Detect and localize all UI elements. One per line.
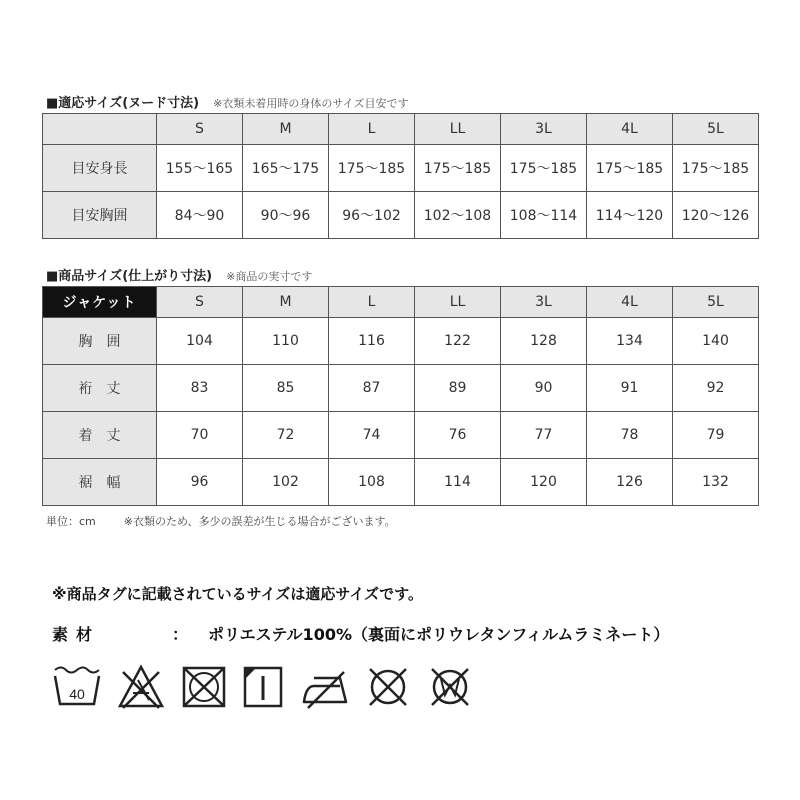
table-cell: 126 xyxy=(587,459,673,506)
table-cell: 90～96 xyxy=(243,192,329,239)
product-size-header-row xyxy=(43,287,759,318)
no-wet-clean-icon xyxy=(426,664,474,710)
row-label: 目安胸囲 xyxy=(43,192,157,239)
table-row xyxy=(43,412,759,459)
table-cell: 175～185 xyxy=(415,145,501,192)
table-row xyxy=(43,459,759,506)
table-cell: 114 xyxy=(415,459,501,506)
table-cell: 87 xyxy=(329,365,415,412)
table-cell: 108 xyxy=(329,459,415,506)
table-cell: 175～185 xyxy=(587,145,673,192)
product-size-title-text: ■商品サイズ(仕上がり寸法) xyxy=(46,269,213,284)
size-header-cell: M xyxy=(243,114,329,145)
table-cell: 78 xyxy=(587,412,673,459)
table-cell: 175～185 xyxy=(329,145,415,192)
wash-temperature: 40 xyxy=(69,686,85,702)
row-label: 裾 幅 xyxy=(43,459,157,506)
size-header-cell: 5L xyxy=(673,287,759,318)
table-cell: 128 xyxy=(501,318,587,365)
table-cell: 140 xyxy=(673,318,759,365)
size-header-cell: L xyxy=(329,114,415,145)
no-dry-clean-icon xyxy=(364,664,412,710)
size-header-cell: L xyxy=(329,287,415,318)
product-size-title xyxy=(46,265,312,284)
row-label: 着 丈 xyxy=(43,412,157,459)
table-cell: 83 xyxy=(157,365,243,412)
no-bleach-icon xyxy=(117,664,165,710)
table-cell: 134 xyxy=(587,318,673,365)
size-header-cell: 4L xyxy=(587,114,673,145)
corner-cell xyxy=(43,114,157,145)
unit-line xyxy=(46,513,396,529)
row-label: 胸 囲 xyxy=(43,318,157,365)
size-header-cell: LL xyxy=(415,287,501,318)
table-row xyxy=(43,318,759,365)
size-header-cell: 3L xyxy=(501,287,587,318)
unit-note: 単位：cm xyxy=(46,515,96,528)
size-header-cell: M xyxy=(243,287,329,318)
product-size-note: ※商品の実寸です xyxy=(226,270,313,283)
product-size-table xyxy=(42,286,759,506)
size-header-cell: 3L xyxy=(501,114,587,145)
table-cell: 175～185 xyxy=(673,145,759,192)
table-cell: 96～102 xyxy=(329,192,415,239)
size-header-cell: LL xyxy=(415,114,501,145)
table-cell: 175～185 xyxy=(501,145,587,192)
size-header-cell: S xyxy=(157,114,243,145)
table-cell: 96 xyxy=(157,459,243,506)
row-label: 裄 丈 xyxy=(43,365,157,412)
fit-size-title xyxy=(46,92,408,111)
table-cell: 104 xyxy=(157,318,243,365)
table-cell: 108～114 xyxy=(501,192,587,239)
no-iron-icon xyxy=(300,664,352,710)
size-header-cell: S xyxy=(157,287,243,318)
table-cell: 120 xyxy=(501,459,587,506)
table-cell: 102～108 xyxy=(415,192,501,239)
fit-size-header-row xyxy=(43,114,759,145)
table-row xyxy=(43,145,759,192)
wash-40-icon xyxy=(52,664,102,710)
table-cell: 72 xyxy=(243,412,329,459)
item-label: ジャケット xyxy=(43,287,157,318)
table-cell: 132 xyxy=(673,459,759,506)
row-label: 目安身長 xyxy=(43,145,157,192)
table-cell: 85 xyxy=(243,365,329,412)
material-colon: ： xyxy=(172,625,189,644)
table-cell: 74 xyxy=(329,412,415,459)
table-cell: 76 xyxy=(415,412,501,459)
fit-size-note: ※衣類未着用時の身体のサイズ目安です xyxy=(213,97,409,110)
material-line xyxy=(52,622,669,645)
table-cell: 155～165 xyxy=(157,145,243,192)
table-cell: 77 xyxy=(501,412,587,459)
fit-size-table xyxy=(42,113,759,239)
material-label: 素材 xyxy=(52,625,101,644)
table-cell: 120～126 xyxy=(673,192,759,239)
table-cell: 102 xyxy=(243,459,329,506)
table-cell: 89 xyxy=(415,365,501,412)
table-cell: 92 xyxy=(673,365,759,412)
table-cell: 84～90 xyxy=(157,192,243,239)
table-cell: 165～175 xyxy=(243,145,329,192)
no-tumble-dry-icon xyxy=(180,664,228,710)
table-row xyxy=(43,365,759,412)
error-note: ※衣類のため、多少の誤差が生じる場合がございます。 xyxy=(123,515,396,528)
table-cell: 116 xyxy=(329,318,415,365)
size-header-cell: 4L xyxy=(587,287,673,318)
table-cell: 70 xyxy=(157,412,243,459)
tag-notice: ※商品タグに記載されているサイズは適応サイズです。 xyxy=(52,585,423,603)
line-dry-shade-icon xyxy=(242,664,284,710)
table-cell: 114～120 xyxy=(587,192,673,239)
table-row xyxy=(43,192,759,239)
table-cell: 122 xyxy=(415,318,501,365)
table-cell: 91 xyxy=(587,365,673,412)
fit-size-title-text: ■適応サイズ(ヌード寸法) xyxy=(46,96,200,111)
table-cell: 110 xyxy=(243,318,329,365)
size-header-cell: 5L xyxy=(673,114,759,145)
table-cell: 90 xyxy=(501,365,587,412)
material-value: ポリエステル100%（裏面にポリウレタンフィルムラミネート） xyxy=(208,625,670,644)
table-cell: 79 xyxy=(673,412,759,459)
